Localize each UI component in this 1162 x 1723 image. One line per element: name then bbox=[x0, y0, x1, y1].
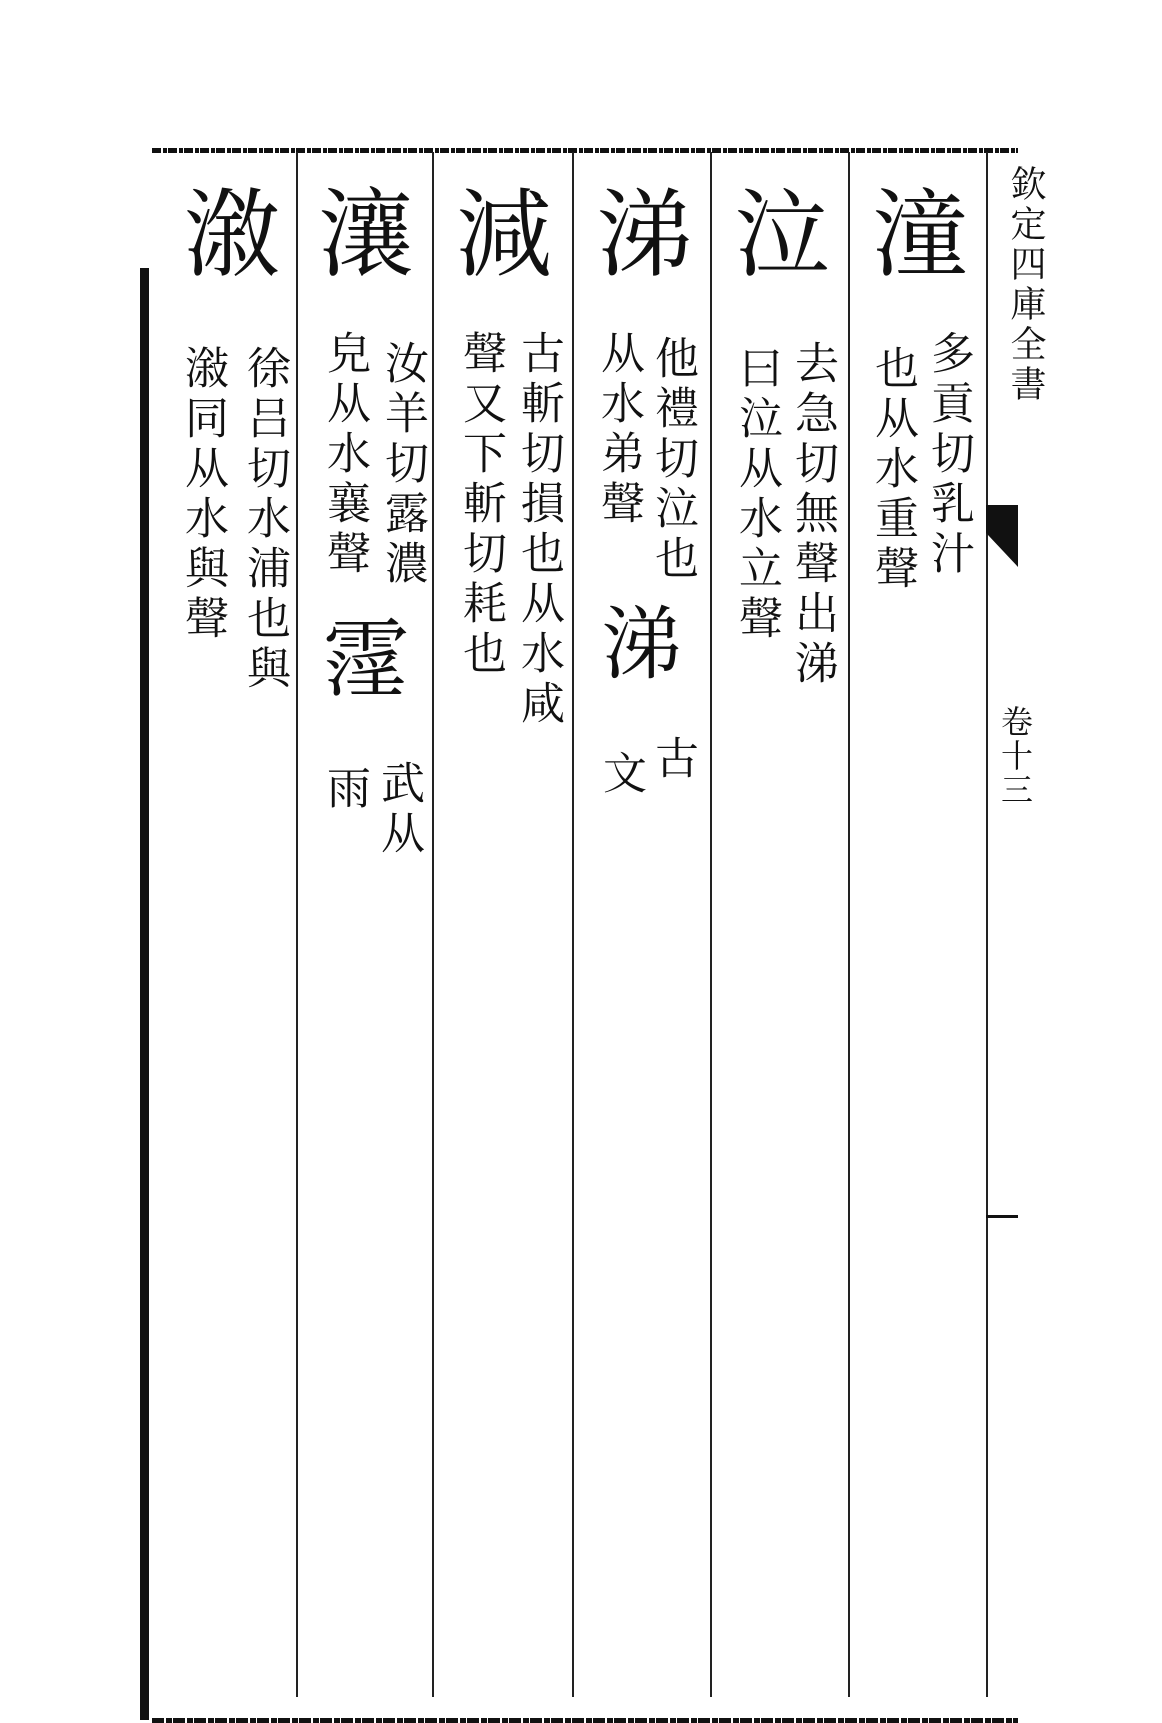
book-title: 欽定四庫全書 bbox=[1005, 165, 1046, 405]
annotation-line: 徐吕切水浦也與 bbox=[239, 345, 290, 695]
annotation-line: 文 bbox=[595, 750, 646, 800]
annotation-line: 潊同从水與聲 bbox=[177, 345, 228, 645]
seal-character: 漵 bbox=[184, 179, 280, 291]
annotation-line: 古斬切損也从水咸 bbox=[513, 330, 564, 730]
top-border-rule bbox=[152, 148, 1018, 153]
variant-form-seal: 霪 bbox=[323, 610, 409, 710]
annotation-line: 曰泣从水立聲 bbox=[731, 345, 782, 645]
annotation-line: 武从 bbox=[373, 760, 424, 860]
annotation-line: 他禮切泣也 bbox=[647, 335, 698, 585]
annotation-line: 古 bbox=[647, 735, 698, 785]
column-divider bbox=[986, 152, 988, 1697]
seal-character: 潼 bbox=[872, 179, 968, 291]
left-border-rule bbox=[140, 268, 149, 1720]
seal-character: 瀼 bbox=[318, 179, 414, 291]
seal-character: 泣 bbox=[734, 179, 830, 291]
column-divider bbox=[848, 152, 850, 1697]
annotation-line: 也从水重聲 bbox=[867, 345, 918, 595]
margin-tick bbox=[986, 1215, 1018, 1218]
fish-tail-mark bbox=[986, 505, 1018, 567]
bottom-border-rule bbox=[152, 1718, 1018, 1723]
annotation-line: 去急切無聲出涕 bbox=[787, 340, 838, 690]
annotation-line: 从水弟聲 bbox=[593, 330, 644, 530]
ancient-form-seal: 涕 bbox=[602, 598, 682, 691]
column-divider bbox=[710, 152, 712, 1697]
annotation-line: 多貢切乳汁 bbox=[923, 330, 974, 580]
annotation-line: 雨 bbox=[319, 765, 370, 815]
juan-number: 卷十三 bbox=[996, 705, 1034, 807]
seal-character: 減 bbox=[456, 179, 552, 291]
annotation-line: 聲又下斬切耗也 bbox=[455, 330, 506, 680]
seal-character: 涕 bbox=[597, 179, 693, 291]
column-divider bbox=[432, 152, 434, 1697]
annotation-line: 皃从水襄聲 bbox=[319, 330, 370, 580]
annotation-line: 汝羊切露濃 bbox=[377, 340, 428, 590]
column-divider bbox=[296, 152, 298, 1697]
column-divider bbox=[572, 152, 574, 1697]
